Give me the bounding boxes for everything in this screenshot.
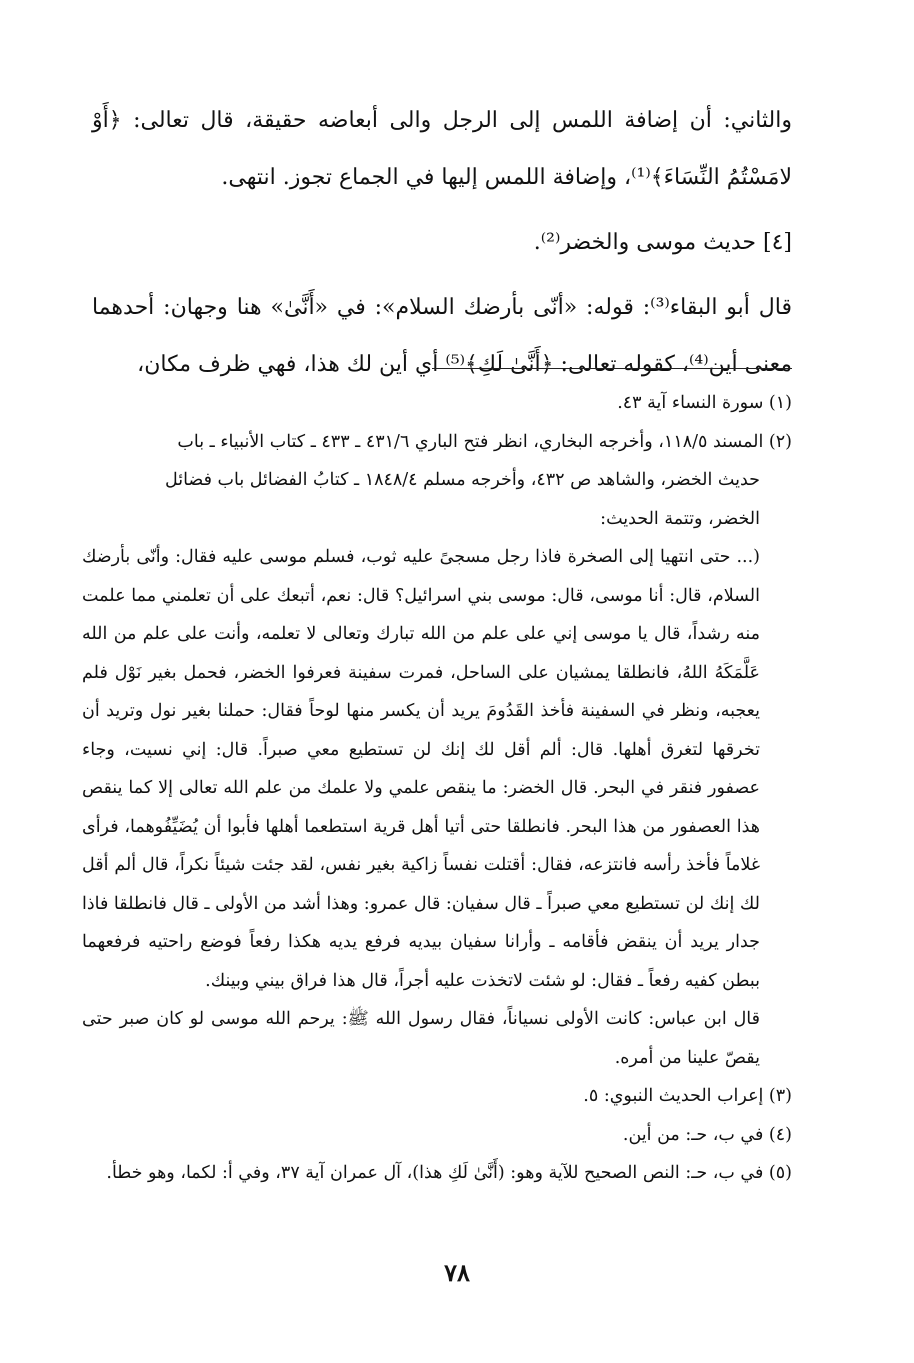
footnote-2-continuation: الخضر، وتتمة الحديث:: [600, 508, 760, 529]
paragraph-abu-al-baqa: قال أبو البقاء⁽³⁾: قوله: «أنّى بأرضك السلام»: في «أَنَّىٰ» هنا وجهان: أحدهما معنى أين⁽⁴⁾، كقوله تعالى: ﴿أَنَّىٰ لَكِ﴾⁽⁵⁾ أي أين لك هذا، فهي ظرف مكان،: [92, 295, 792, 377]
footnote-2: (٢) المسند ١١٨/٥، وأخرجه البخاري، انظر فتح الباري ٤٣١/٦ ـ ٤٣٣ ـ كتاب الأنبياء ـ باب: [177, 431, 792, 452]
footnote-3: (٣) إعراب الحديث النبوي: ٥.: [583, 1086, 792, 1106]
footnote-separator: [432, 368, 792, 369]
page-number: ٧٨: [444, 1258, 470, 1287]
footnote-2-continuation: حديث الخضر، والشاهد ص ٤٣٢، وأخرجه مسلم ١٨٤٨/٤ ـ كتابُ الفضائل باب فضائل: [164, 470, 760, 490]
section-heading-musa-khidr: [٤] حديث موسى والخضر⁽²⁾.: [533, 230, 792, 255]
footnote-1: (١) سورة النساء آية ٤٣.: [617, 393, 792, 413]
footnote-5: (٥) في ب، حـ: النص الصحيح للآية وهو: (أَنَّىٰ لَكِ هذا)، آل عمران آية ٣٧، وفي أ: لكما، وهو خطأ.: [106, 1163, 792, 1183]
paragraph-lams: والثاني: أن إضافة اللمس إلى الرجل والى أبعاضه حقيقة، قال تعالى: ﴿أَوْ لامَسْتُمُ النِّسَاءَ﴾⁽¹⁾، وإضافة اللمس إليها في الجماع تجوز. انتهى.: [92, 108, 792, 190]
hadith-quote-end: قال ابن عباس: كانت الأولى نسياناً، فقال رسول الله ﷺ: يرحم الله موسى لو كان صبر حتى يقصّ علينا من أمره.: [82, 1009, 760, 1068]
footnote-4: (٤) في ب، حـ: من أين.: [622, 1124, 792, 1145]
main-text: [92, 92, 792, 393]
footnotes: [82, 384, 792, 1193]
hadith-quote: (... حتى انتهيا إلى الصخرة فاذا رجل مسجىً عليه ثوب، فسلم موسى عليه فقال: وأنّى بأرضك السلام، قال: أنا موسى، قال: موسى بني اسرائيل؟ قال: نعم، أتبعك على أن تعلمني مما علمت منه رشداً، قال يا موسى إني على علم من الله تبارك وتعالى لا تعلمه، وأنت على علم من الله عَلَّمَكَهُ اللهُ، فانطلقا يمشيان على الساحل، فمرت سفينة فعرفوا الخضر، فحمل بغير نَوْل فلم يعجبه، ونظر في السفينة فأخذ القَدُومَ يريد أن يكسر منها لوحاً فقال: حملنا بغير نول وتريد أن تخرقها لتغرق أهلها. قال: ألم أقل لك إنك لن تستطيع معي صبراً. قال: إني نسيت، وجاء عصفور فنقر في البحر. قال الخضر: ما ينقص علمي ولا علمك من علم الله تعالى إلا كما ينقص هذا العصفور من هذا البحر. فانطلقا حتى أتيا أهل قرية استطعما أهلها فأبوا أن يُضَيِّفُوهما، فرأى غلاماً فأخذ رأسه فانتزعه، فقال: أقتلت نفساً زاكية بغير نفس، لقد جئت شيئاً نكراً، قال ألم أقل لك إنك لن تستطيع معي صبراً ـ قال سفيان: قال عمرو: وهذا أشد من الأولى ـ قال فانطلقا فاذا جدار يريد أن ينقض فأقامه ـ وأرانا سفيان بيديه فرفع يديه هكذا رفعاً فوضع راحتيه فرفعهما ببطن كفيه رفعاً ـ فقال: لو شئت لاتخذت عليه أجراً، قال هذا فراق بيني وبينك.: [82, 547, 760, 991]
